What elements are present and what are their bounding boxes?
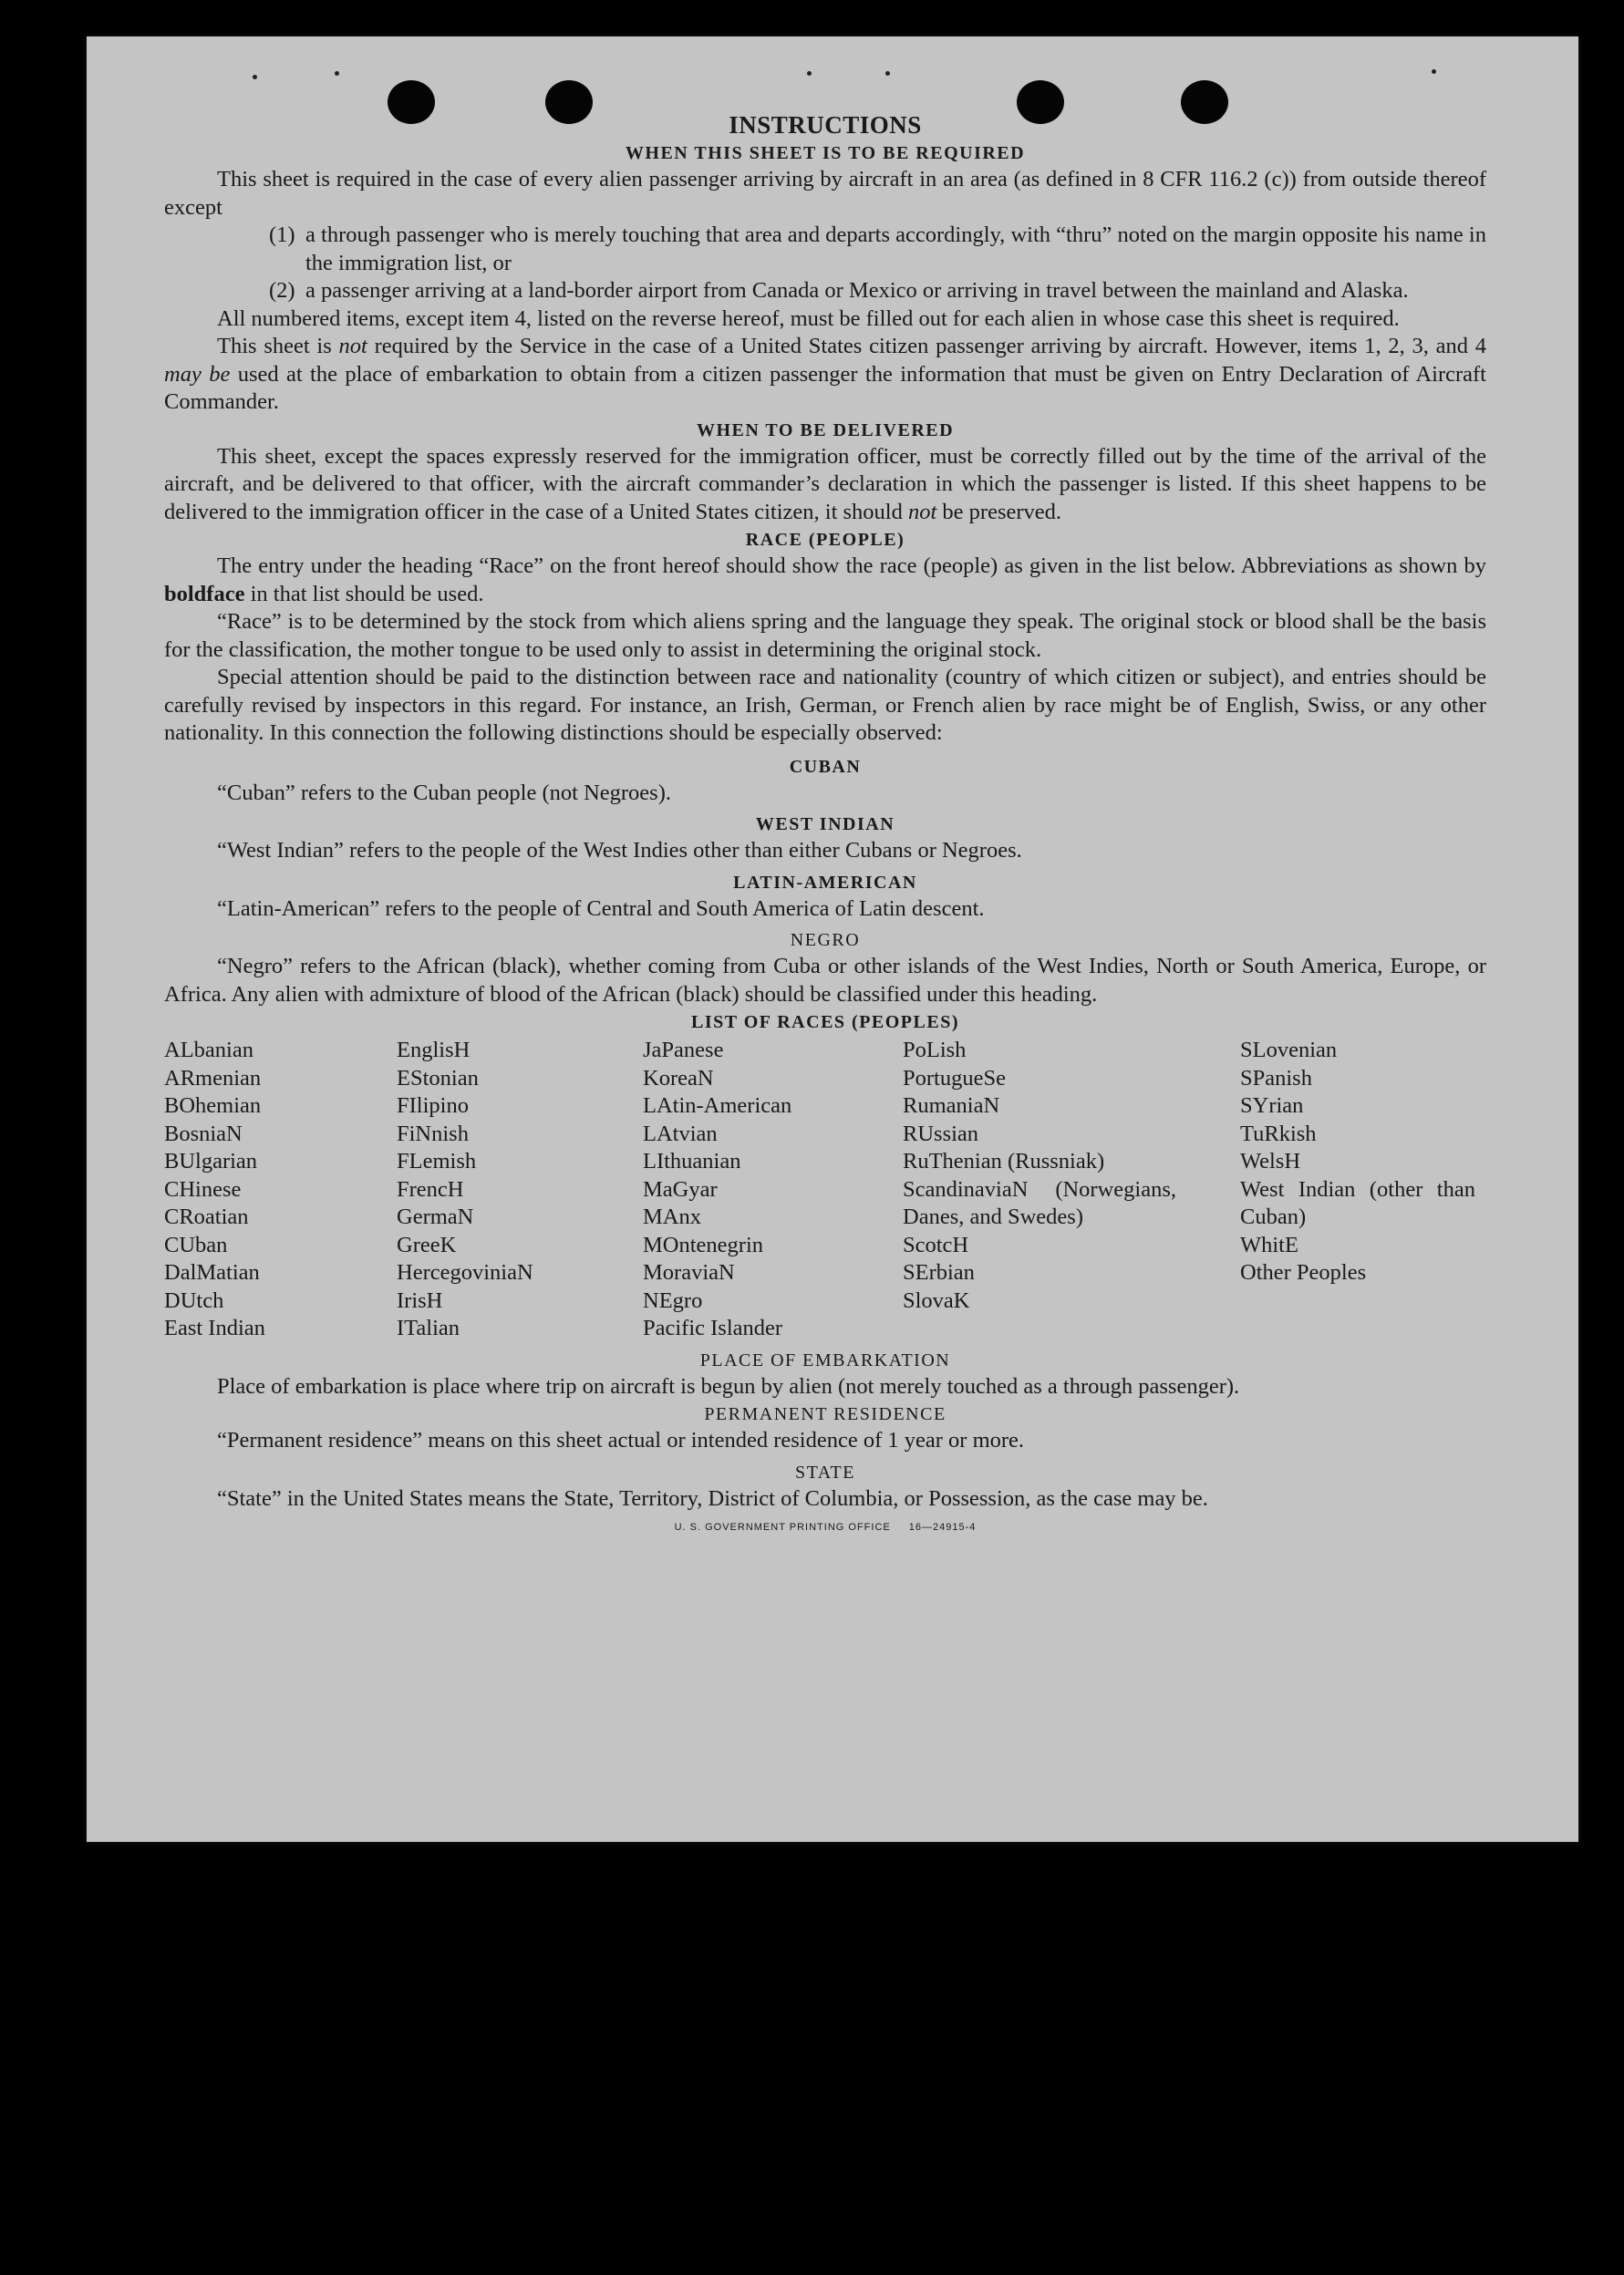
paragraph: Place of embarkation is place where trip on aircraft is begun by alien (not merely touched as a through passenger). <box>217 1373 1240 1399</box>
race-entry: LAtin-American <box>643 1093 792 1118</box>
paragraph <box>164 553 1486 608</box>
race-entry: KoreaN <box>643 1065 714 1091</box>
race-entry: FLemish <box>397 1149 477 1174</box>
race-entry: WelsH <box>1240 1149 1301 1174</box>
text-run: required by the Service in the case of a United States citizen passenger arriving by aircraft. However, items 1, 2, 3, and 4 <box>367 334 1486 358</box>
paragraph: “State” in the United States means the State, Territory, District of Columbia, or Possession, as the case may be. <box>217 1485 1208 1511</box>
race-entry: ITalian <box>397 1316 460 1340</box>
emphasis: may be <box>164 361 231 387</box>
section-heading-latin-american: LATIN-AMERICAN <box>733 872 917 893</box>
text-run: The entry under the heading “Race” on the front hereof should show the race (people) as given in the list below. Abbreviations as shown by <box>217 553 1486 578</box>
race-entry: FiNnish <box>397 1121 469 1146</box>
list-item <box>164 277 1486 305</box>
printer-imprint <box>164 1522 1486 1533</box>
race-entry: LIthuanian <box>643 1149 741 1174</box>
speck <box>807 71 812 76</box>
races-column-1 <box>164 1037 397 1343</box>
races-column-3 <box>643 1037 903 1343</box>
section-heading-delivered: WHEN TO BE DELIVERED <box>696 419 955 440</box>
race-entry: West Indian (other than Cuban) <box>1240 1176 1475 1229</box>
race-entry: MOntenegrin <box>643 1232 763 1257</box>
race-entry: BUlgarian <box>164 1149 258 1174</box>
race-entry: GermaN <box>397 1205 474 1229</box>
race-entry: RUssian <box>903 1121 979 1146</box>
speck <box>885 71 890 76</box>
race-entry: ScotcH <box>903 1232 969 1257</box>
race-entry: JaPanese <box>643 1038 724 1062</box>
race-entry: WhitE <box>1240 1232 1298 1257</box>
item-text: a through passenger who is merely touching that area and departs accordingly, with “thru” noted on the margin opposite his name in the immigration list, or <box>305 222 1486 275</box>
section-heading-west-indian: WEST INDIAN <box>755 814 895 834</box>
section-heading-residence: PERMANENT RESIDENCE <box>704 1404 946 1424</box>
paragraph <box>164 333 1486 417</box>
paragraph: All numbered items, except item 4, listed on the reverse hereof, must be filled out for each alien in whose case this sheet is required. <box>217 305 1400 331</box>
item-number: (2) <box>269 278 295 303</box>
race-entry: East Indian <box>164 1316 265 1340</box>
race-entry: SYrian <box>1240 1093 1304 1118</box>
text-run: be preserved. <box>936 499 1062 524</box>
race-entry: PoLish <box>903 1038 967 1062</box>
emphasis: not <box>338 334 367 358</box>
paragraph: This sheet is required in the case of every alien passenger arriving by aircraft in an area (as defined in 8 CFR 116.2 (c)) from outside thereof except <box>164 167 1486 220</box>
speck <box>1432 69 1436 74</box>
speck <box>253 75 257 79</box>
paragraph <box>164 443 1486 527</box>
page-title: INSTRUCTIONS <box>729 111 922 139</box>
item-text: a passenger arriving at a land-border airport from Canada or Mexico or arriving in travel between the mainland and Alaska. <box>305 278 1409 303</box>
emphasis: not <box>907 499 937 524</box>
races-list <box>164 1037 1486 1343</box>
race-entry: EnglisH <box>397 1038 471 1062</box>
race-entry: EStonian <box>397 1065 479 1091</box>
section-heading-list-of-races: LIST OF RACES (PEOPLES) <box>690 1012 959 1032</box>
item-number: (1) <box>269 222 295 247</box>
race-entry: PortugueSe <box>903 1065 1006 1091</box>
section-heading-state: STATE <box>795 1462 855 1483</box>
instructions-content <box>164 111 1486 1533</box>
printer-name: U. S. GOVERNMENT PRINTING OFFICE <box>674 1522 891 1533</box>
race-entry: FIlipino <box>397 1093 469 1118</box>
race-entry: MAnx <box>643 1205 701 1229</box>
races-column-4 <box>903 1037 1240 1343</box>
list-item <box>164 222 1486 277</box>
race-entry: RuThenian (Russniak) <box>903 1149 1105 1174</box>
text-run: in that list should be used. <box>244 581 484 606</box>
definition-text: “Permanent residence” means on this sheet actual or intended residence of 1 year or more. <box>217 1428 1025 1453</box>
text-run: This sheet is <box>217 334 339 358</box>
race-entry: MoraviaN <box>643 1260 735 1285</box>
paragraph: “Negro” refers to the African (black), whether coming from Cuba or other islands of the West Indies, North or South America, Europe, or Africa. Any alien with admixture of blood of the African (black) should be classified under this heading. <box>164 954 1486 1007</box>
race-entry: IrisH <box>397 1287 443 1313</box>
race-entry: Other Peoples <box>1240 1260 1367 1285</box>
race-entry: SlovaK <box>903 1287 970 1313</box>
definition-text: “West Indian” refers to the people of the West Indies other than either Cubans or Negroes. <box>217 838 1022 863</box>
race-entry: HercegoviniaN <box>397 1260 533 1285</box>
paragraph: Special attention should be paid to the distinction between race and nationality (country of which citizen or subject), and entries should be carefully revised by inspectors in this regard. For instance, an Irish, German, or French alien by race might be of English, Swiss, or any other nationality. In this connection the following distinctions should be especially observed: <box>164 665 1486 745</box>
race-entry: MaGyar <box>643 1176 718 1202</box>
race-entry: Pacific Islander <box>643 1316 783 1340</box>
bold-text: boldface <box>164 581 245 606</box>
race-entry: ARmenian <box>164 1065 262 1091</box>
race-entry: LAtvian <box>643 1121 718 1146</box>
section-heading-cuban: CUBAN <box>789 756 862 777</box>
paragraph: “Race” is to be determined by the stock from which aliens spring and the language they speak. The original stock or blood shall be the basis for the classification, the mother tongue to be used only to assist in determining the original stock. <box>164 609 1486 662</box>
document-sheet <box>87 36 1578 1842</box>
race-entry: DalMatian <box>164 1260 260 1285</box>
text-run: used at the place of embarkation to obtain from a citizen passenger the information that must be given on Entry Declaration of Aircraft Commander. <box>164 361 1486 414</box>
form-code: 16—24915-4 <box>908 1522 977 1533</box>
race-entry: TuRkish <box>1240 1121 1317 1146</box>
races-column-2 <box>397 1037 643 1343</box>
race-entry: FrencH <box>397 1176 464 1202</box>
race-entry: SErbian <box>903 1260 975 1285</box>
race-entry: CHinese <box>164 1176 242 1202</box>
race-entry: NEgro <box>643 1287 703 1313</box>
speck <box>335 71 339 76</box>
race-entry: SLovenian <box>1240 1038 1338 1062</box>
section-heading-required: WHEN THIS SHEET IS TO BE REQUIRED <box>625 143 1026 163</box>
definition-text: “Latin-American” refers to the people of Central and South America of Latin descent. <box>217 895 985 921</box>
section-heading-negro: NEGRO <box>790 930 861 950</box>
text-run: This sheet, except the spaces expressly reserved for the immigration officer, must be correctly filled out by the time of the arrival of the aircraft, and be delivered to that officer, with the aircraft commander’s declaration in which the passenger is listed. If this sheet happens to be delivered to the immigration officer in the case of a United States citizen, it should <box>164 443 1486 524</box>
races-column-5 <box>1240 1037 1477 1343</box>
section-heading-embarkation: PLACE OF EMBARKATION <box>699 1349 951 1370</box>
race-entry: GreeK <box>397 1232 457 1257</box>
race-entry: CRoatian <box>164 1205 249 1229</box>
race-entry: SPanish <box>1240 1065 1312 1091</box>
race-entry: BOhemian <box>164 1093 262 1118</box>
section-heading-race: RACE (PEOPLE) <box>745 530 905 550</box>
race-entry: CUban <box>164 1232 228 1257</box>
race-entry: ScandinaviaN (Norwegians, Danes, and Swedes) <box>903 1176 1176 1229</box>
race-entry: ALbanian <box>164 1038 253 1062</box>
race-entry: RumaniaN <box>903 1093 1000 1118</box>
race-entry: DUtch <box>164 1287 224 1313</box>
race-entry: BosniaN <box>164 1121 243 1146</box>
definition-text: “Cuban” refers to the Cuban people (not Negroes). <box>217 780 671 805</box>
